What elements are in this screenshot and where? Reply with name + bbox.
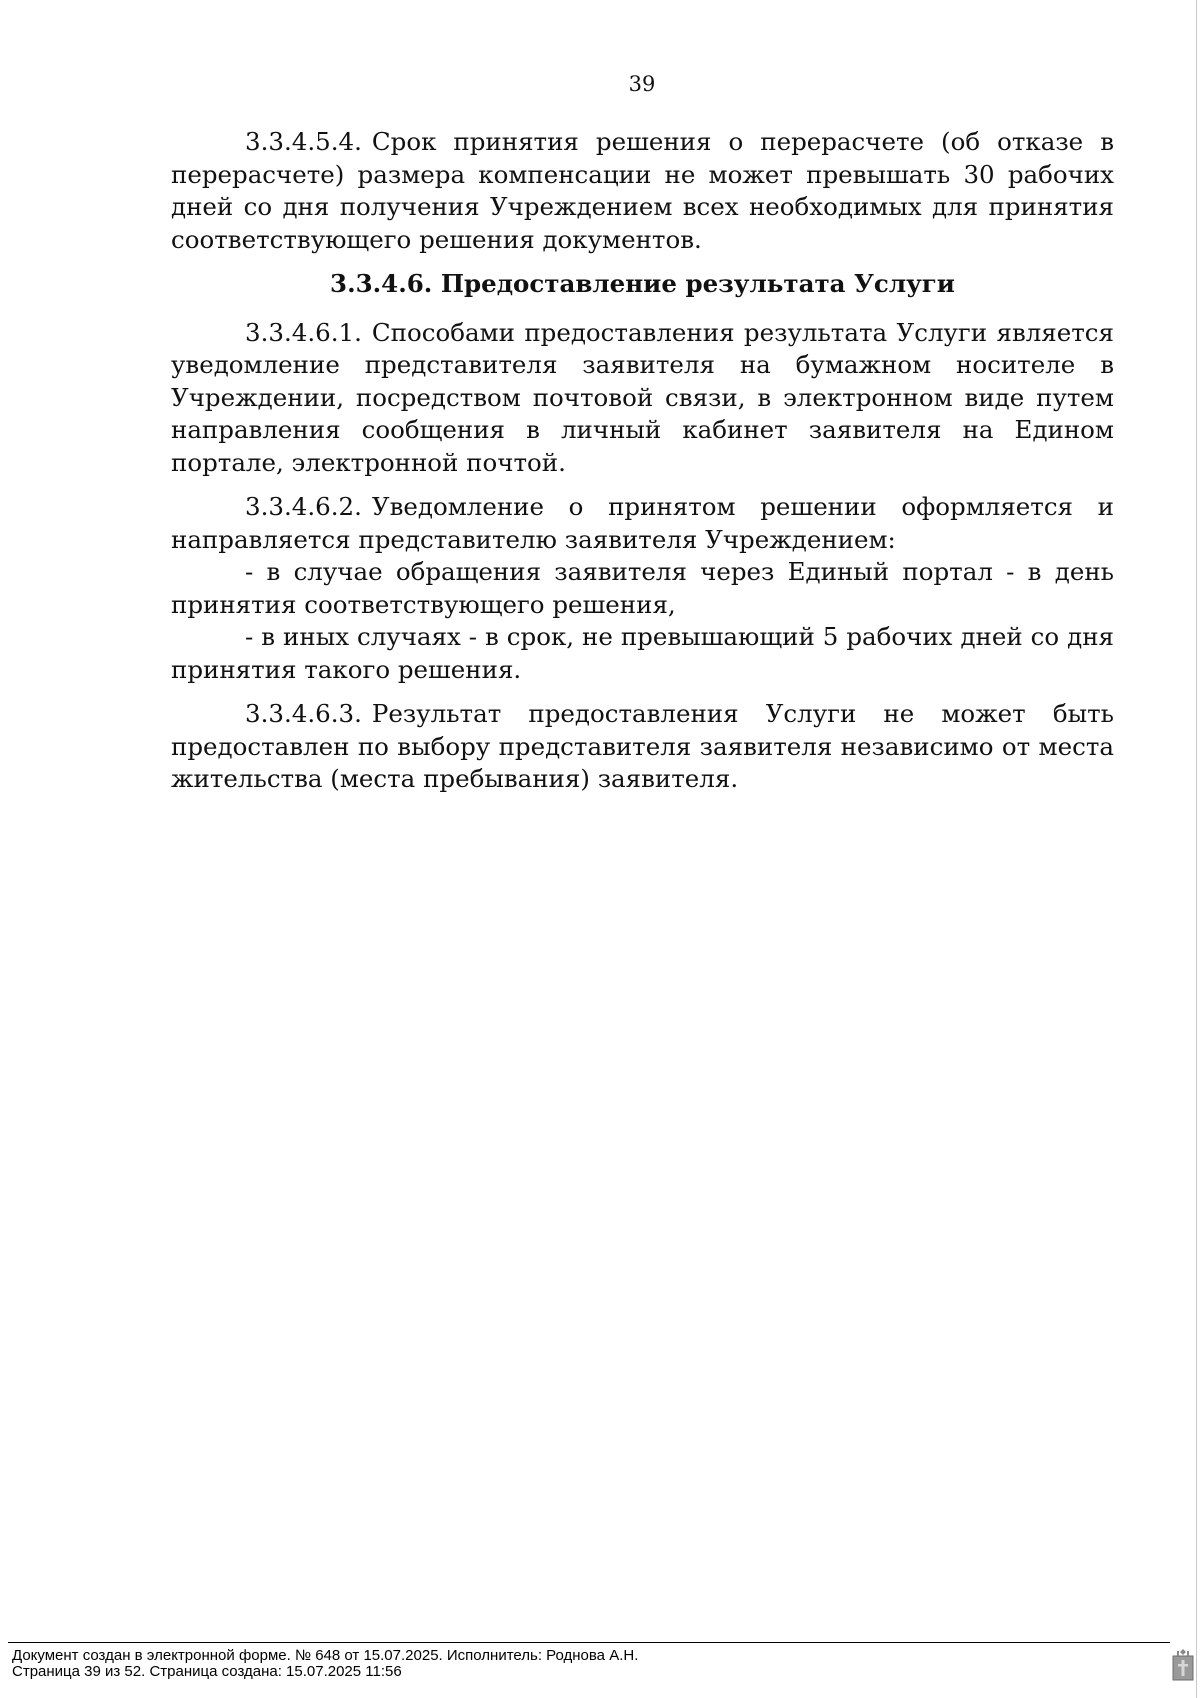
footer-divider <box>8 1642 1170 1643</box>
paragraph-number: 3.3.4.6.3. <box>245 699 362 728</box>
footer <box>12 1648 638 1680</box>
document-body <box>171 126 1114 808</box>
list-item: - в случае обращения заявителя через Единый портал - в день принятия соответствующего решения, <box>171 557 1114 619</box>
footer-page-info: Страница 39 из 52. Страница создана: 15.07.2025 11:56 <box>12 1663 402 1680</box>
paragraph-3-3-4-6-2 <box>171 491 1114 556</box>
coat-of-arms-icon <box>1172 1648 1194 1682</box>
paragraph-number: 3.3.4.5.4. <box>245 127 362 156</box>
paragraph-3-3-4-6-1 <box>171 317 1114 480</box>
paragraph-number: 3.3.4.6.1. <box>245 317 362 347</box>
paragraph-text: Результат предоставления Услуги не может быть предоставлен по выбору представителя заявителя независимо от места жительства (места пребывания) заявителя. <box>171 699 1114 793</box>
page-edge-rule <box>1196 0 1197 1698</box>
section-heading: 3.3.4.6. Предоставление результата Услуги <box>330 269 955 298</box>
paragraph-3-3-4-6-3 <box>171 698 1114 796</box>
page-number: 39 <box>628 72 656 96</box>
paragraph-3-3-4-5-4 <box>171 126 1114 256</box>
paragraph-text: Уведомление о принятом решении оформляется и направляется представителю заявителя Учреждением: <box>171 492 1114 554</box>
paragraph-text: Способами предоставления результата Услуги является уведомление представителя заявителя на бумажном носителе в Учреждении, посредством почтовой связи, в электронном виде путем направления сообщения в личный кабинет заявителя на Едином портале, электронной почтой. <box>171 317 1114 477</box>
paragraph-text: Срок принятия решения о перерасчете (об отказе в перерасчете) размера компенсации не может превышать 30 рабочих дней со дня получения Учреждением всех необходимых для принятия соответствующего решения документов. <box>171 127 1114 254</box>
list-item: - в иных случаях - в срок, не превышающий 5 рабочих дней со дня принятия такого решения. <box>171 622 1114 684</box>
paragraph-number: 3.3.4.6.2. <box>245 492 362 521</box>
footer-document-info: Документ создан в электронной форме. № 648 от 15.07.2025. Исполнитель: Роднова А.Н. <box>12 1647 639 1664</box>
